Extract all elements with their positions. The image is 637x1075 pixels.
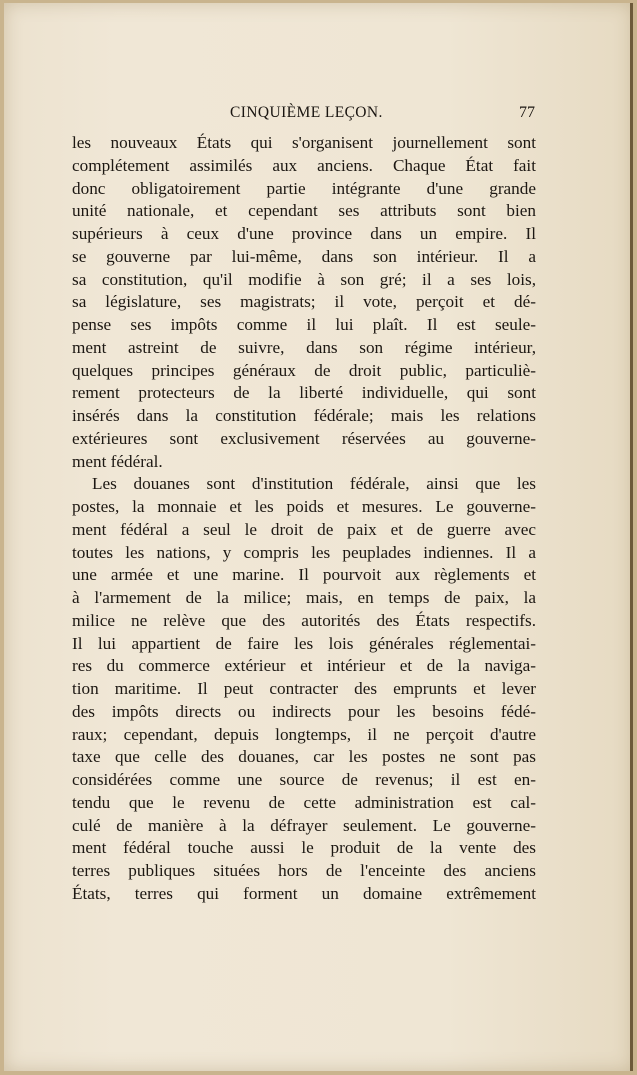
- text-line: insérés dans la constitution fédérale; mais les relations: [72, 406, 536, 425]
- text-line: donc obligatoirement partie intégrante d'une grande: [72, 178, 536, 198]
- body-text: [72, 132, 536, 906]
- text-line: se gouverne par lui-même, dans son intérieur. Il a: [72, 246, 536, 266]
- running-header: [4, 104, 633, 124]
- text-line: res du commerce extérieur et intérieur et de la naviga-: [72, 656, 536, 676]
- page-edge: [630, 3, 633, 1071]
- text-line: extérieures sont exclusivement réservées au gouverne-: [72, 428, 536, 448]
- text-line: tendu que le revenu de cette administration est cal-: [72, 792, 536, 812]
- page-number: 77: [519, 104, 535, 121]
- text-line: considérées comme une source de revenus; il est en-: [72, 770, 536, 789]
- text-line: États, terres qui forment un domaine extrêmement: [72, 883, 536, 903]
- text-line: quelques principes généraux de droit public, particuliè-: [72, 360, 536, 380]
- text-line: unité nationale, et cependant ses attributs sont bien: [72, 201, 536, 221]
- text-line: sa législature, ses magistrats; il vote, perçoit et dé-: [72, 292, 536, 312]
- text-line: tion maritime. Il peut contracter des emprunts et lever: [72, 679, 536, 698]
- text-line: toutes les nations, y compris les peuplades indiennes. Il a: [72, 542, 536, 562]
- text-line: Les douanes sont d'institution fédérale, ainsi que les: [92, 474, 536, 494]
- text-line: taxe que celle des douanes, car les postes ne sont pas: [72, 747, 536, 767]
- text-line: pense ses impôts comme il lui plaît. Il est seule-: [72, 315, 536, 334]
- text-line: ment astreint de suivre, dans son régime intérieur,: [72, 337, 536, 357]
- text-line: sa constitution, qu'il modifie à son gré; il a ses lois,: [72, 269, 536, 289]
- text-line: Il lui appartient de faire les lois générales réglementai-: [72, 633, 536, 653]
- text-line: ment fédéral touche aussi le produit de la vente des: [72, 838, 536, 858]
- text-line: supérieurs à ceux d'une province dans un empire. Il: [72, 224, 536, 243]
- text-line: terres publiques situées hors de l'enceinte des anciens: [72, 861, 536, 880]
- text-line: une armée et une marine. Il pourvoit aux règlements et: [72, 565, 536, 585]
- text-line: les nouveaux États qui s'organisent journellement sont: [72, 133, 536, 152]
- text-line: rement protecteurs de la liberté individuelle, qui sont: [72, 383, 536, 403]
- text-line: raux; cependant, depuis longtemps, il ne perçoit d'autre: [72, 724, 536, 744]
- text-line: milice ne relève que des autorités des États respectifs.: [72, 610, 536, 630]
- text-line: complétement assimilés aux anciens. Chaque État fait: [72, 155, 536, 175]
- chapter-title: CINQUIÈME LEÇON.: [230, 104, 383, 121]
- text-line: postes, la monnaie et les poids et mesures. Le gouverne-: [72, 497, 536, 516]
- text-line: ment fédéral.: [72, 451, 163, 471]
- text-line: culé de manière à la défrayer seulement. Le gouverne-: [72, 815, 536, 835]
- book-page: [4, 3, 633, 1071]
- text-line: à l'armement de la milice; mais, en temps de paix, la: [72, 588, 536, 607]
- text-line: des impôts directs ou indirects pour les besoins fédé-: [72, 701, 536, 721]
- text-line: ment fédéral a seul le droit de paix et de guerre avec: [72, 519, 536, 539]
